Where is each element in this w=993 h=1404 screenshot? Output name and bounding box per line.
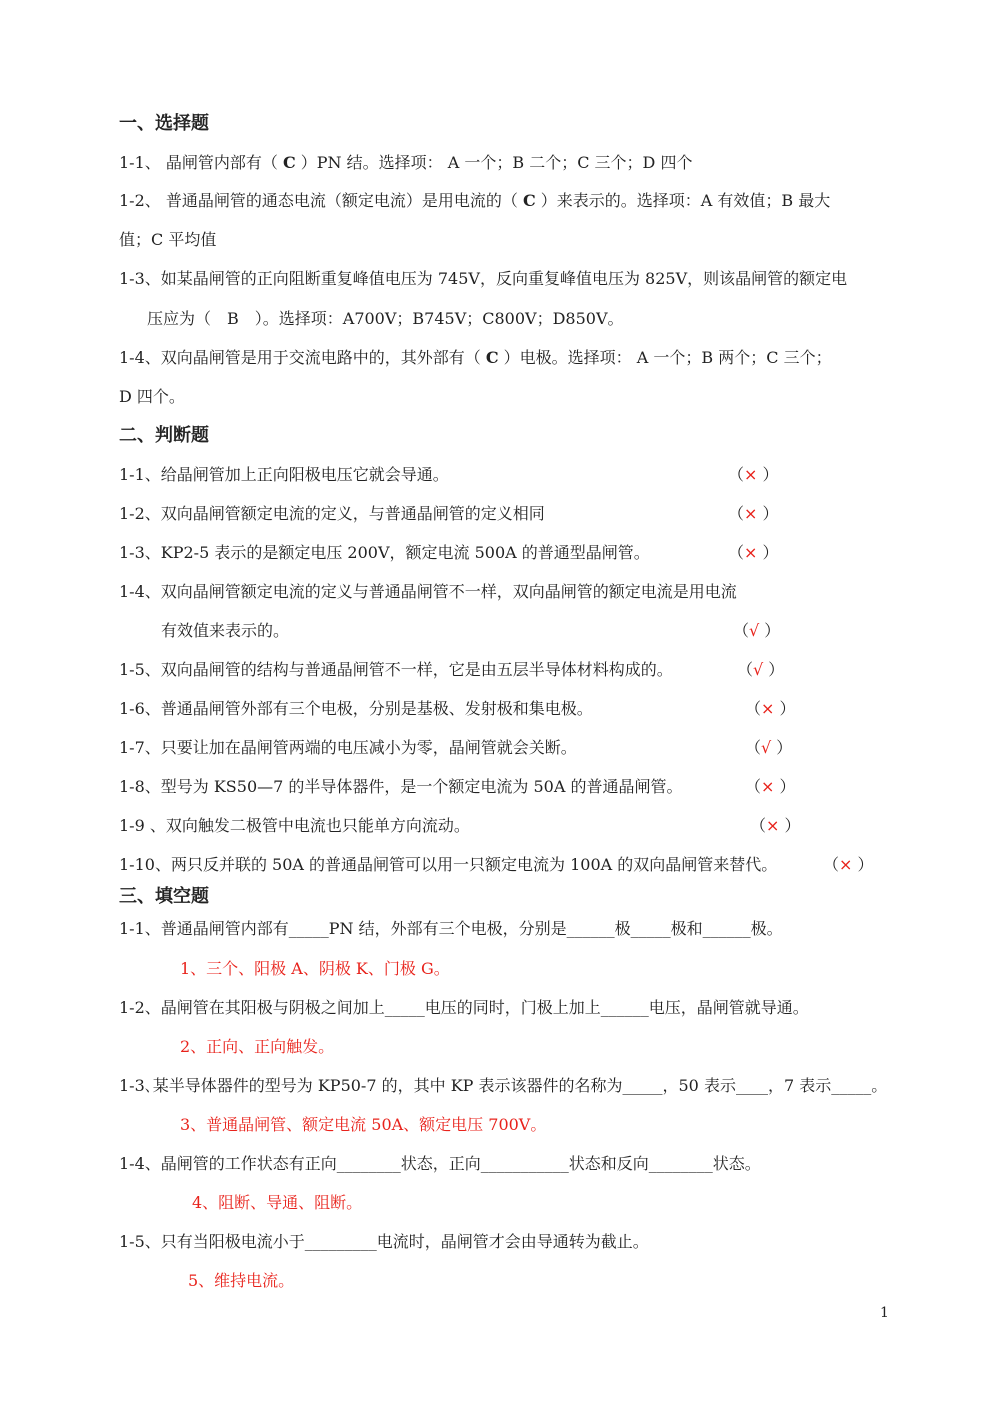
q-text: 1-2、 普通晶闸管的通态电流（额定电流）是用电流的（	[119, 191, 523, 210]
paren-open: （	[728, 543, 745, 562]
judge-item: 1-2、双向晶闸管额定电流的定义，与普通晶闸管的定义相同	[119, 504, 545, 523]
cross-mark-icon: ×	[761, 699, 775, 718]
cross-mark-icon: ×	[761, 777, 775, 796]
check-mark-icon: √	[749, 621, 760, 640]
paren-close: ）	[757, 465, 779, 484]
choice-q1	[119, 152, 692, 174]
choice-q4-cont: D 四个。	[119, 387, 185, 406]
paren-open: （	[728, 504, 745, 523]
judge-item: 有效值来表示的。	[161, 621, 290, 640]
judge-item: 1-10、两只反并联的 50A 的普通晶闸管可以用一只额定电流为 100A 的双向晶闸管来替代。	[119, 855, 778, 874]
paren-open: （	[733, 621, 750, 640]
section-title-judge: 二、判断题	[119, 425, 209, 446]
judge-answer-mark	[823, 854, 874, 876]
judge-item: 1-3、KP2-5 表示的是额定电压 200V，额定电流 500A 的普通型晶闸管。	[119, 543, 650, 562]
fill-a2: 2、正向、正向触发。	[180, 1037, 335, 1056]
paren-close: ）	[771, 738, 793, 757]
paren-open: （	[737, 660, 754, 679]
paren-close: ）	[779, 816, 801, 835]
fill-a3: 3、普通晶闸管、额定电流 50A、额定电压 700V。	[180, 1115, 547, 1134]
judge-item: 1-8、型号为 KS50—7 的半导体器件，是一个额定电流为 50A 的普通晶闸管。	[119, 777, 683, 796]
fill-q4: 1-4、晶闸管的工作状态有正向________状态，正向___________状态和反向________状态。	[119, 1154, 761, 1173]
paren-open: （	[728, 465, 745, 484]
judge-answer-mark	[745, 737, 792, 759]
cross-mark-icon: ×	[744, 504, 758, 523]
judge-answer-mark	[737, 659, 784, 681]
page-number: 1	[880, 1305, 889, 1321]
paren-close: ）	[757, 504, 779, 523]
answer: C	[522, 191, 536, 210]
paren-open: （	[745, 777, 762, 796]
choice-q2	[119, 190, 830, 212]
judge-item: 1-1、给晶闸管加上正向阳极电压它就会导通。	[119, 465, 449, 484]
paren-close: ）	[774, 699, 796, 718]
answer: C	[485, 348, 499, 367]
q-text: 1-1、 晶闸管内部有（	[119, 153, 283, 172]
choice-q3-cont: 压应为（ B ）。选择项：A700V；B745V；C800V；D850V。	[147, 309, 624, 328]
judge-answer-mark	[750, 815, 801, 837]
section-title-choice: 一、选择题	[119, 113, 209, 134]
choice-q2-cont: 值；C 平均值	[119, 230, 217, 249]
q-text: ）来表示的。选择项：A 有效值；B 最大	[535, 191, 831, 210]
q-text: 1-4、双向晶闸管是用于交流电路中的，其外部有（	[119, 348, 486, 367]
cross-mark-icon: ×	[766, 816, 780, 835]
paren-close: ）	[757, 543, 779, 562]
fill-a1: 1、三个、阳极 A、阴极 K、门极 G。	[180, 959, 450, 978]
judge-item: 1-7、只要让加在晶闸管两端的电压减小为零，晶闸管就会关断。	[119, 738, 577, 757]
q-text: ）PN 结。选择项： A 一个；B 二个；C 三个；D 四个	[295, 153, 693, 172]
cross-mark-icon: ×	[744, 465, 758, 484]
judge-answer-mark	[745, 776, 796, 798]
paren-close: ）	[774, 777, 796, 796]
judge-answer-mark	[728, 464, 779, 486]
judge-answer-mark	[728, 503, 779, 525]
choice-q4	[119, 347, 832, 369]
judge-answer-mark	[733, 620, 780, 642]
paren-close: ）	[759, 621, 781, 640]
judge-item: 1-6、普通晶闸管外部有三个电极，分别是基极、发射极和集电极。	[119, 699, 593, 718]
fill-a5: 5、维持电流。	[188, 1271, 295, 1290]
cross-mark-icon: ×	[744, 543, 758, 562]
paren-open: （	[823, 855, 840, 874]
judge-item: 1-9 、双向触发二极管中电流也只能单方向流动。	[119, 816, 470, 835]
q-text: ）电极。选择项： A 一个；B 两个；C 三个；	[498, 348, 832, 367]
fill-q3: 1-3､某半导体器件的型号为 KP50-7 的，其中 KP 表示该器件的名称为_____，50 表示____，7 表示_____。	[119, 1076, 888, 1095]
cross-mark-icon: ×	[839, 855, 853, 874]
paren-close: ）	[763, 660, 785, 679]
paren-open: （	[745, 699, 762, 718]
fill-a4: 4、阻断、导通、阻断。	[192, 1193, 363, 1212]
paren-open: （	[745, 738, 762, 757]
answer: C	[282, 153, 296, 172]
judge-answer-mark	[728, 542, 779, 564]
judge-item: 1-4、双向晶闸管额定电流的定义与普通晶闸管不一样，双向晶闸管的额定电流是用电流	[119, 582, 737, 601]
check-mark-icon: √	[761, 738, 772, 757]
check-mark-icon: √	[753, 660, 764, 679]
judge-answer-mark	[745, 698, 796, 720]
choice-q3: 1-3、如某晶闸管的正向阻断重复峰值电压为 745V，反向重复峰值电压为 825V，则该晶闸管的额定电	[119, 269, 848, 288]
paren-close: ）	[852, 855, 874, 874]
fill-q1: 1-1、普通晶闸管内部有_____PN 结，外部有三个电极，分别是______极_____极和______极。	[119, 919, 783, 938]
section-title-fill: 三、填空题	[119, 886, 209, 907]
paren-open: （	[750, 816, 767, 835]
fill-q5: 1-5、只有当阳极电流小于_________电流时，晶闸管才会由导通转为截止。	[119, 1232, 649, 1251]
fill-q2: 1-2、晶闸管在其阳极与阴极之间加上_____电压的同时，门极上加上______电压，晶闸管就导通。	[119, 998, 809, 1017]
judge-item: 1-5、双向晶闸管的结构与普通晶闸管不一样，它是由五层半导体材料构成的。	[119, 660, 673, 679]
